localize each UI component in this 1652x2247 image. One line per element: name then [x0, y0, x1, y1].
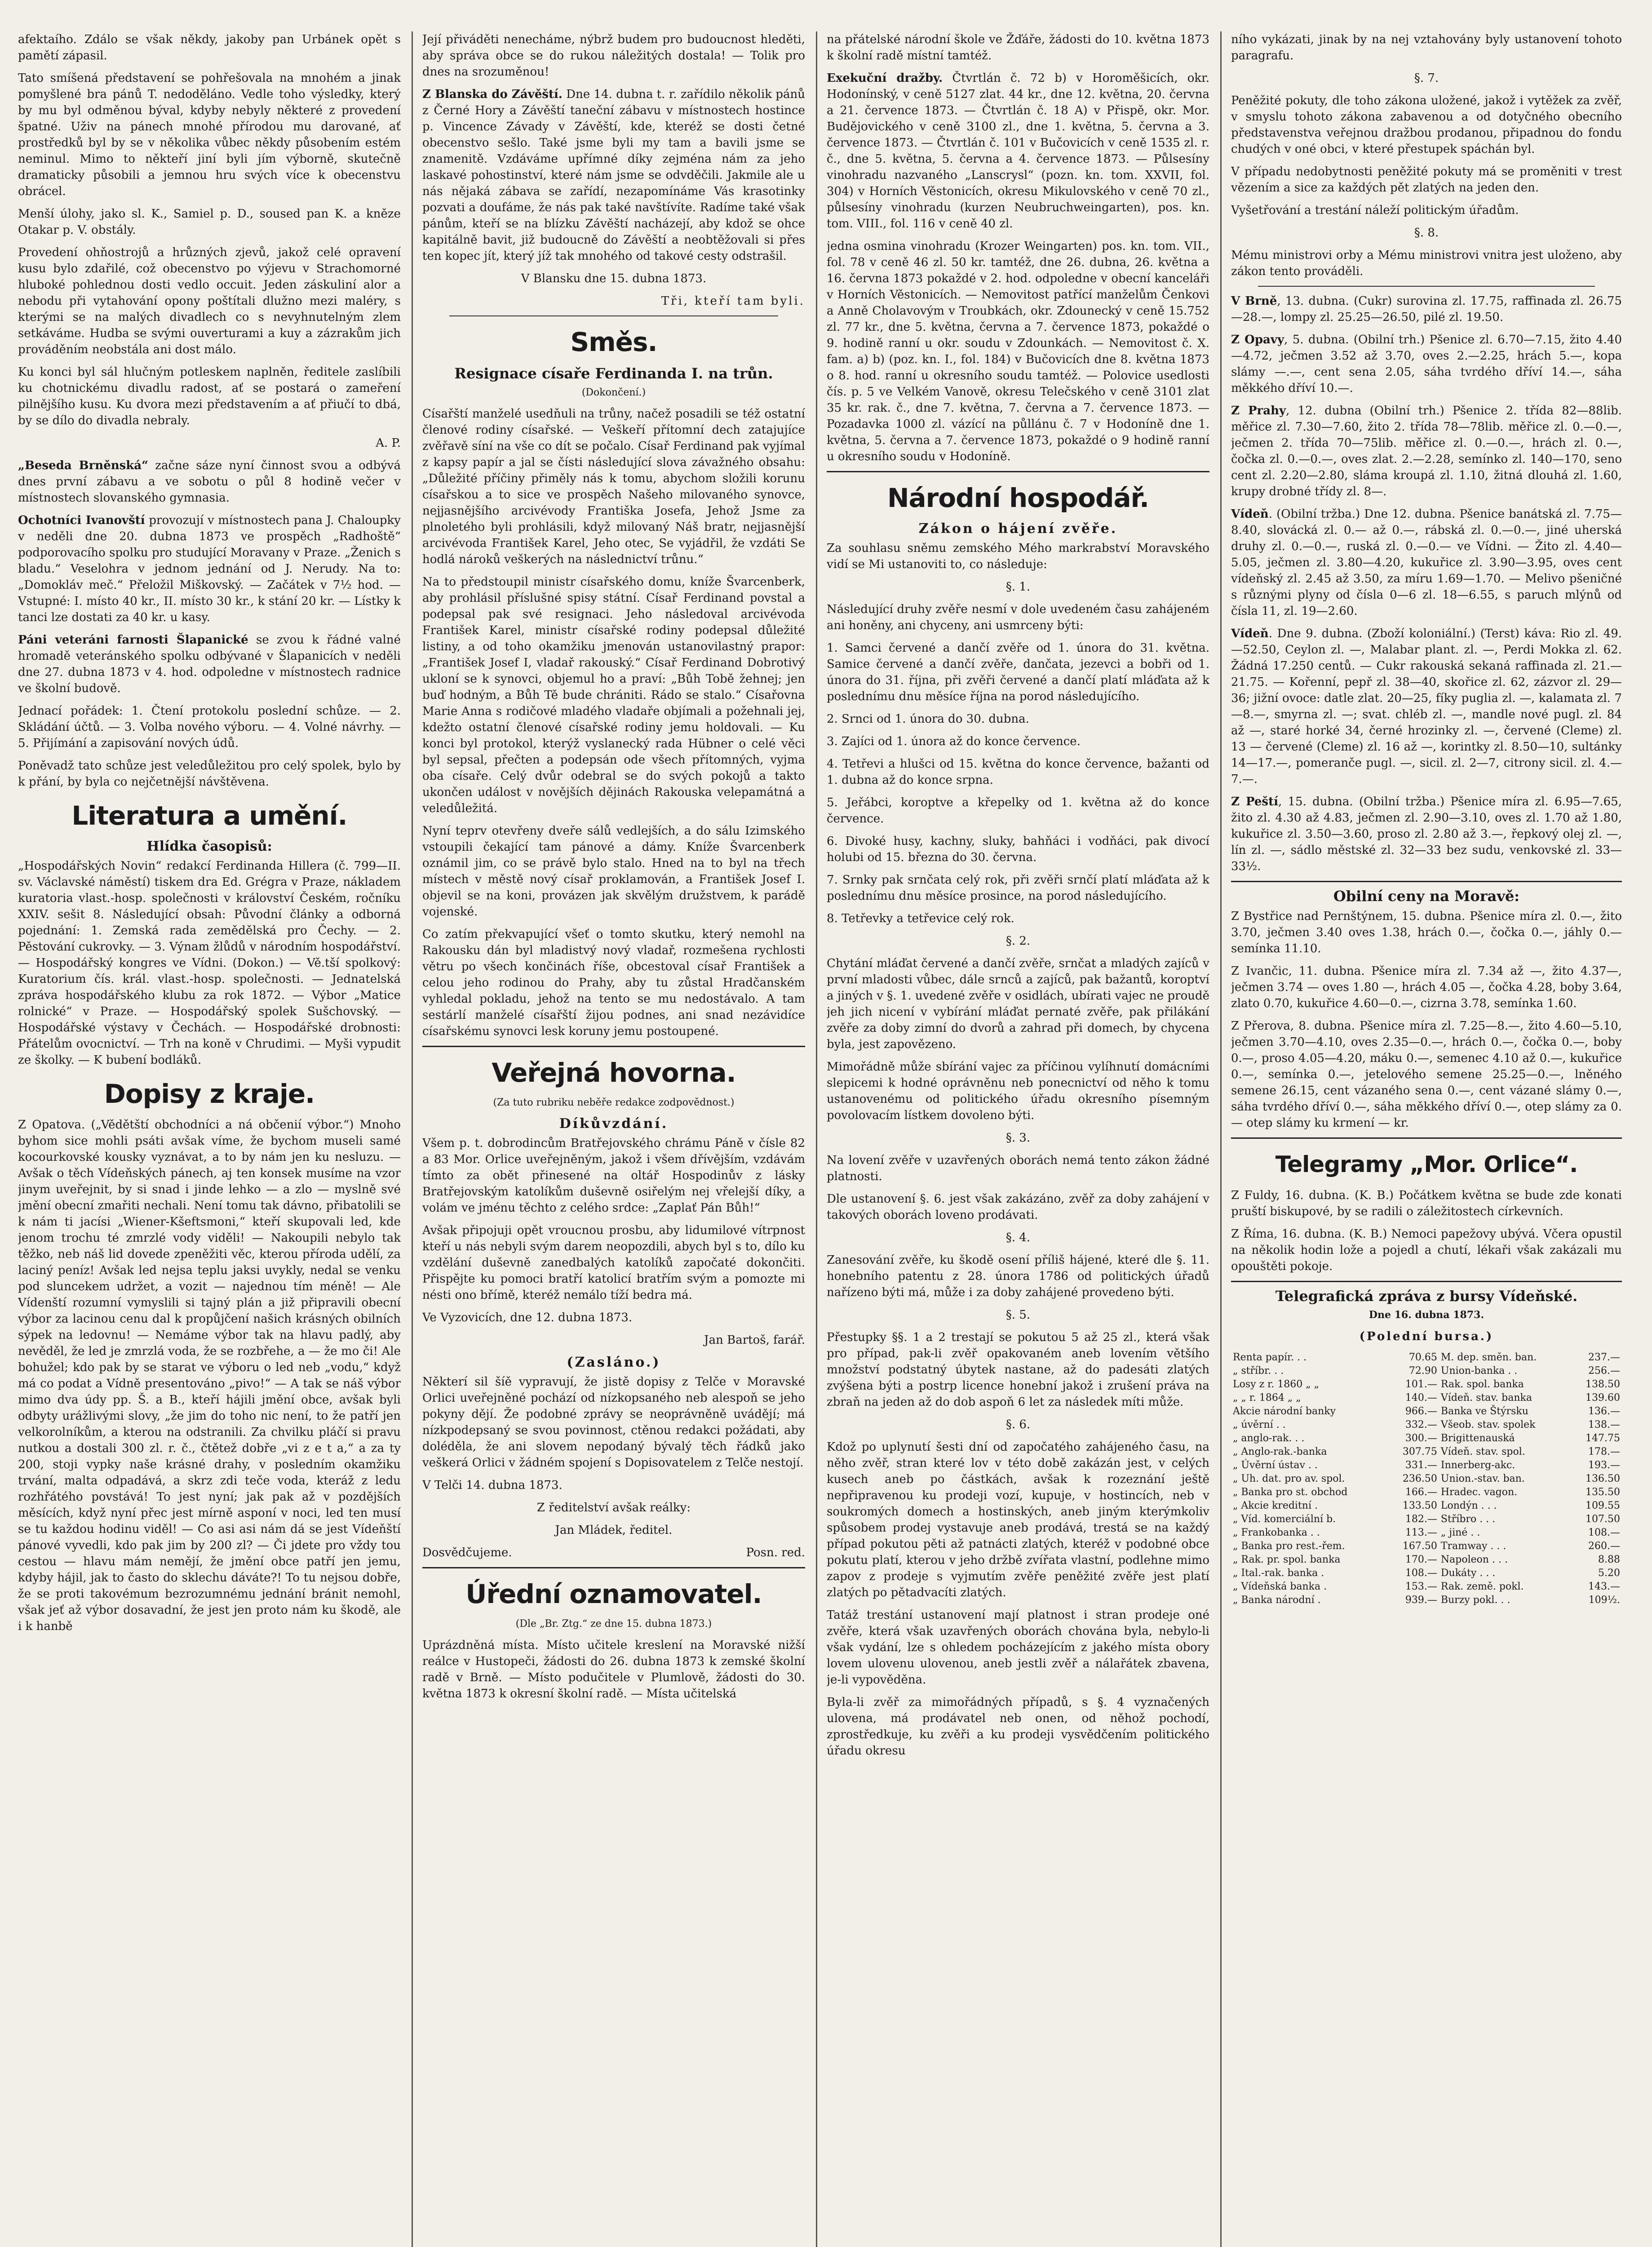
bourse-value: 193.—	[1588, 1460, 1620, 1471]
text-paragraph: Ku konci byl sál hlučným potleskem naplněn, ředitele zaslíbili ku chotnickému divadlu radost, ať se postará o zameření pilnějšího kusu. Ku dvora mezi představením a ať přiučí to dbá, by se dílo do divadla nebraly.	[18, 365, 401, 427]
paragraph-number: §. 7.	[1414, 71, 1439, 85]
text-paragraph: 6. Divoké husy, kachny, sluky, bahňáci i vodňáci, pak divocí holubi od 15. března do 30. června.	[827, 835, 1209, 864]
bourse-table	[1231, 1351, 1622, 1607]
market-paragraph	[1231, 332, 1622, 396]
text-paragraph: Chytání mláďat červené a dančí zvěře, srnčat a mladých zajíců v první mladosti vůbec, dále srnců a zajíců, pak bažantů, koroptví a jiných v §. 1. uvedené zvěře v osidlách, ubírati vajec ne proudě jeh jich nicení v vybírání mláďat pernaté zvěře, pak přilákání zvěře za doby zimní do dvorů a zahrad při domech, by chycena byla, jest zapovězeno.	[827, 957, 1209, 1051]
article-title: (Zasláno.)	[567, 1354, 661, 1370]
bourse-item: Stříbro . . .	[1440, 1514, 1496, 1525]
market-place: Vídeň	[1231, 627, 1269, 640]
bourse-item: „ anglo-rak. . .	[1233, 1433, 1305, 1444]
notice-title: Ochotníci Ivanovští	[18, 514, 145, 527]
text-paragraph: Tato smíšená představení se pohřešovala na mnohém a jinak pomyšlené bra pánů T. nedoděláno. Vedle toho výsledky, který by mu byl odměnou býval, kdyby nebyly některé z provedení špatné. Uživ na pánech mnohé přírodou mu darované, ať prostředků byl by se v několika vůbec někdy působením estém neminul. Mimo to někteří jiní byli jím výborně, skutečně dramaticky působili a jemnou hru svých více k obecenstvu obrácel.	[18, 71, 401, 198]
bourse-value: 236.50	[1402, 1473, 1437, 1484]
bourse-value: 109½.	[1588, 1594, 1620, 1606]
text-paragraph: Mimořádně může sbírání vajec za příčinou vylíhnutí domácními slepicemi k hodné oprávněnu neb ponecnictví od něho k tomu ustanovenému od politického úřadu okresního písemným povolovacím lístkem dovoleno býti.	[827, 1060, 1209, 1122]
text-paragraph: Z Opatova. („Vědětští obchodníci a ná občenií výbor.“) Mnoho byhom sice mohli psáti avšak víme, že bychom museli samé kocourkovské kousky vyznávat, a to by nám jen ku nesluzu. — Avšak o těch Vídeňských pánech, aj ten konsek musíme na vzor jinym uveřejnit, by si snad i jinde lehko — a zlo — myslně své jmění obecní zmařiti nechali. Není tomu tak dávno, přibatolili se k nám ti jacísi „Wiener-Kšeftsmoni,“ kteří skupovali led, kde jenom trochu té zmrzlé vody viděli! — Nakoupili nebylo tak těžko, neb náš lid dovede zpeněžiti věc, kterou příroda udělí, za laciný peníz! Avšak led nejsa teplu jaksi uvykly, nedal se venku pod sluncekem udržet, a vozit — najednou tím méně! — Ale Vídenští rozumní vymyslili si tajný plán a již připravili obecní výbor za lacinou cenu dal k propůjčení našich krásných obilních sýpek na ledovnu! — Nemáme výbor tak na hlavu padlý, aby nevěděl, že led je zmrzlá voda, že se rozbřehe, a — že mo či! Ale bohužel; kdo pak by se starat ve výboru o led neb „vodu,“ když má co podat a Vídně presentováno „pivo!“ — A tak se náš výbor mimo dva údy pp. Š. a B., kteří hájili jmění obce, avšak byli odbyty urážlivými slovy, „že jim do toho nic není, to že patří jen velkorolníkům, a kterou na odstranili. Za chvilku pláčí si pravu nutkou a dostali 300 zl. r. č., čtětež dobře „vi z e t a,“ a za ty 200, stoji vypky naše krásné drahy, v posledním okamžiku trvání, malta odpadává, a skrz zdi teče voda, kteráž z ledu rozhřátého povstává! To jest nyní; jak pak až v pozdějších měsících, když nyní přec jest mírně asponí v noci, led ten musí se tu každou hodinu viděl! — Co asi asi nám dá se jest Vídeňští pánové vyvedli, kdo pak jim by 200 zl? — Či jdete pro vždy tou cestou — hlavu mám nemějí, že jmění obce patří jen jemu, kdyby hájil, jak to často do sklechu dáváte?! To tu nejsou dobře, že se proti takovémum bezrozumnému jednání bránit nemohl, však jeť až výbor dosavadní, že jest jen proto nám ku škodě, ale i k hanbě	[18, 1118, 401, 1633]
text-paragraph: Zanesování zvěře, ku škodě osení příliš hájené, které dle §. 11. honebního patentu z 28. února 1786 od politických úřadů nařízeno býti má, může i za doby zahájené provedeno býti.	[827, 1253, 1209, 1299]
bourse-item: „ Banka pro rest.-řem.	[1233, 1541, 1345, 1552]
text-paragraph: Co zatím překvapující všeť o tomto skutku, který nemohl na Rakousku dán byl mladistvý nový vladař, rozmešena rychlosti větru po všech končinách říše, obcestoval císař František a celou jeho rodinou do Prahy, aby tu zůstal Hradčanském vyhledal pokladu, jehož na tento se mu nedostávalo. A tam sestárlí manželé císařští žijou podnes, ani snad nezávidíce císařskému synovci lesk koruny jemu postoupené.	[422, 928, 805, 1038]
separator	[422, 1567, 805, 1568]
section-heading-hospodar: Národní hospodář.	[887, 483, 1149, 513]
text-paragraph: Z Fuldy, 16. dubna. (K. B.) Počátkem května se bude zde konati pruští biskupové, by se radili o záležitostech církevních.	[1231, 1189, 1622, 1218]
bourse-row	[1231, 1553, 1622, 1567]
bourse-value: 166.—	[1405, 1487, 1437, 1498]
article-title: Zákon o hájení zvěře.	[918, 521, 1118, 537]
bourse-item: Union-banka . .	[1440, 1365, 1518, 1377]
bourse-row	[1231, 1540, 1622, 1553]
bourse-item: „ Ital.-rak. banka .	[1233, 1568, 1324, 1579]
market-body: , 13. dubna. (Cukr) surovina zl. 17.75, raffinada zl. 26.75—28.—, lompy zl. 25.25—26.50, pilé zl. 19.50.	[1231, 294, 1622, 324]
text-paragraph: „Hospodářských Novin“ redakcí Ferdinanda Hillera (č. 799—II. sv. Václavské náměstí) tiskem dra Ed. Grégra v Praze, nákladem kuratoria vlast.-hosp. společnosti v království Českém, ročníku XXIV. sešit 8. Následující obsah: Původní články a odborná pojednání: 1. Zemská rada zemědělská pro Čechy. — 2. Pěstování cukrovky. — 3. Výnam žlůdů v národním hospodářství. — Hospodářský kongres ve Vídni. (Dokon.) — Vě.tší spolkový: Kuratorium čís. král. vlast.-hosp. společnosti. — Jednatelská zpráva hospodářského klubu za rok 1872. — Výbor „Matice rolnické“ v Praze. — Hospodářský spolek Sušchovský. — Hospodářské výstavy v Čechách. — Hospodářské drobnosti: Přátelům ovocnictví. — Trh na koně v Chrudimi. — Myši vypudit ze školky. — K bubení bodláků.	[18, 859, 401, 1067]
column-rule	[412, 31, 413, 2247]
bourse-value: 136.—	[1588, 1406, 1620, 1417]
text-paragraph: Následující druhy zvěře nesmí v dole uvedeném času zahájeném ani honěny, ani chyceny, ani usmrceny býti:	[827, 603, 1209, 632]
dateline: V Telči 14. dubna 1873.	[422, 1479, 562, 1492]
section-note: (Za tuto rubriku neběře redakce zodpovědnost.)	[493, 1097, 735, 1108]
text-paragraph: Na lovení zvěře v uzavřených oborách nemá tento zákon žádné platnosti.	[827, 1154, 1209, 1183]
text-paragraph: Dle ustanovení §. 6. jest však zakázáno, zvěř za doby zahájení v takových oborách loveno prodávati.	[827, 1192, 1209, 1222]
bourse-row	[1231, 1445, 1622, 1459]
bourse-item: „ Vídeňská banka .	[1233, 1581, 1327, 1592]
dateline: Ve Vyzovicích, dne 12. dubna 1873.	[422, 1311, 633, 1324]
section-heading-telegramy: Telegramy „Mor. Orlice“.	[1275, 1151, 1578, 1177]
paragraph-number: §. 3.	[1005, 1131, 1031, 1145]
bourse-item: „ Banka národní .	[1233, 1594, 1321, 1606]
text-paragraph: Avšak připojuji opět vroucnou prosbu, aby lidumilové vítrpnost kteří u nás nebyli svým darem neopozdili, abych byl s to, dílo ku vzdělání duševně zanedbalých katolíků započaté dokončiti. Přispějte ku pomoci bratří katolicí bratřím svým a pomozte mi nésti ono břímě, kteréž nemálo tíží bedra má.	[422, 1224, 805, 1302]
bourse-item: Akcie národní banky	[1233, 1406, 1336, 1417]
column-4	[1231, 31, 1622, 2247]
bourse-value: 300.—	[1405, 1433, 1437, 1444]
bourse-item: M. dep. směn. ban.	[1440, 1352, 1537, 1363]
market-paragraph	[1231, 626, 1622, 787]
signature: Jan Mládek, ředitel.	[555, 1523, 673, 1537]
text-paragraph: Za souhlasu sněmu zemského Mého markrabství Moravského vidí se Mi ustanoviti to, co následuje:	[827, 542, 1209, 571]
article-subtitle: (Dokončení.)	[581, 387, 646, 398]
burza-date: Dne 16. dubna 1873.	[1369, 1309, 1484, 1321]
bourse-row	[1231, 1472, 1622, 1486]
bourse-value: 108.—	[1405, 1568, 1437, 1579]
article-title: Resignace císaře Ferdinanda I. na trůn.	[454, 365, 773, 382]
paragraph-number: §. 6.	[1005, 1418, 1031, 1431]
bourse-row	[1231, 1580, 1622, 1594]
text-paragraph: Na to předstoupil ministr císařského domu, kníže Švarcenberk, aby prohlásil příslušné spisy státní. Císař Ferdinand povstal a podepsal pak své resignaci. Jeho následoval arcivévoda František Karel, ministr císařské rodiny podepsal důležité listiny, a od toho okamžiku jmenován ustanovilastný prapor: „František Josef I, vladař rakouský.“ Císař Ferdinand Dobrotivý ukloní se k synovci, objemul ho a praví: „Bůh Tobě žehnej; jen buď hodným, a Bůh Tě bude chrániti. Rádo se stalo.“ Císařovna Marie Anna s rodičové mladého vladaře objímali a požehnali jej, kdežto ostatní členové císařské rodiny jemu holdovali. — Ku konci byl protokol, kterýž vyslanecký rada Hübner o celé věci byl sepsal, přečten a podepsán ode všech přítomných, vyjma oba císaře. Celý dvůr odebral se do svých pokojů a takto ukončen událost v novějších dějinách Rakouska velepamátná a veledůležitá.	[422, 575, 805, 815]
notice-paragraph	[18, 512, 401, 626]
section-heading-burza: Telegrafická zpráva z bursy Vídeňské.	[1275, 1288, 1578, 1305]
bourse-item: Dukáty . . .	[1440, 1568, 1496, 1579]
notice-paragraph	[18, 632, 401, 697]
bourse-item: Tramway . . .	[1440, 1541, 1506, 1552]
market-body: , 12. dubna (Obilní trh.) Pšenice 2. třída 82—88lib. měřice zl. 7.30—7.60, žito 2. třída 78—78lib. měřice zl. 0.—0.—, ječmen 2. třída 70—75lib. měřice zl. 0.—0.—, hrách zl. 0.—, čočka zl. 0.—0.—, oves zlat. 2.—2.28, semínko zl. 140—170, seno cent zl. 2.20—2.80, sláma kroupá zl. 1.10, žitná dlouhá zl. 1.60, krupy drobné třídy zl. 8—.	[1231, 404, 1622, 498]
text-paragraph: Z Ivančic, 11. dubna. Pšenice míra zl. 7.34 až —, žito 4.37—, ječmen 3.74 — oves 1.80 —, hrách 4.05 —, čočka 4.28, boby 3.64, zlato 0.70, kukuřice 4.60—0.—, cizrna 3.78, semínka 1.60.	[1231, 964, 1622, 1010]
text-paragraph: Jednací pořádek: 1. Čtení protokolu poslední schůze. — 2. Skládání účtů. — 3. Volba nového výboru. — 4. Volné návrhy. — 5. Přijímání a zapisování nových údů.	[18, 704, 401, 750]
bourse-row	[1231, 1459, 1622, 1472]
notice-paragraph	[827, 70, 1209, 232]
subsection-heading: Hlídka časopisů:	[146, 839, 272, 854]
market-body: , 5. dubna. (Obilní trh.) Pšenice zl. 6.70—7.15, žito 4.40—4.72, ječmen 3.52 až 3.70, oves 2.—2.25, hrách 5.—, kopa slámy —.—, cent sena 2.05, sáha tvrdého dříví 14.—, sáha měkkého dříví 10.—.	[1231, 333, 1622, 395]
notice-body: Čtvrtlán č. 72 b) v Horoměšicích, okr. Hodonínský, v ceně 5127 zlat. 44 kr., dne 12. května, 20. června a 21. července 1873. — Čtvrtlán č. 18 A) v Přispě, okr. Mor. Budějovického v ceně 3100 zl., dne 1. května, 5. června a 3. července 1873. — Čtvrtlán č. 101 v Bučovicích v ceně 1535 zl. r. č., dne 5. května, 5. června a 4. července 1873. — Půlsesíny vinohradu nazvaného „Lanscrysl“ (pozn. kn. tom. XXVII, fol. 304) v Horních Věstonicích, okresu Mikulovského v ceně 70 zl., půlsesíny vinohradu (kurzen Neubruchweingarten), pos. kn. tom. VIII., fol. 116 v ceně 40 zl.	[827, 71, 1209, 231]
bourse-item: Vídeň. stav. banka	[1440, 1392, 1532, 1403]
paragraph-number: §. 2.	[1005, 934, 1031, 948]
bourse-item: „ Banka pro st. obchod	[1233, 1487, 1348, 1498]
bourse-value: 237.—	[1588, 1352, 1620, 1363]
text-paragraph: Z Bystřice nad Pernštýnem, 15. dubna. Pšenice míra zl. 0.—, žito 3.70, ječmen 3.40 oves 1.38, hrách 0.—, čočka 0.—, jáhly 0.— semínka 11.10.	[1231, 910, 1622, 955]
text-paragraph: Její přiváděti nenecháme, nýbrž budem pro budoucnost hleděti, aby správa obce se do rukou náležitých dostala! — Tolik pro dnes na srozuměnou!	[422, 33, 805, 79]
bourse-item: „ stříbr. . .	[1233, 1365, 1284, 1377]
text-paragraph: Všem p. t. dobrodincům Bratřejovského chrámu Páně v čísle 82 a 83 Mor. Orlice uveřejněným, jakož i všem dřívějším, vzdávám tímto za obět přinesené na oltář Hospodinův z lásky Bratřejovským katolíkům duševně osiřelým nej vřelejší díky, a volám ve jménu těchto z celého srdce: „Zaplať Pán Bůh!“	[422, 1137, 805, 1215]
bourse-row	[1231, 1391, 1622, 1405]
text-paragraph: Z Přerova, 8. dubna. Pšenice míra zl. 7.25—8.—, žito 4.60—5.10, ječmen 3.70—4.10, oves 2.35—0.—, hrách 0.—, čočka 0.—, boby 0.—, proso 4.05—4.20, máku 0.—, semenec 4.10 až 0.—, kukuřice 0.—, semínka 0.—, jetelového semene 25.25—0.—, lněného semene 26.15, cent vázaného sena 0.—, cent vázané slámy 0.—, sáha tvrdého dříví 0.—, sáha měkkého dříví 0.—, otep slámy za 0.— otep slámy ku krmení — kr.	[1231, 1019, 1622, 1130]
separator	[1231, 881, 1622, 882]
text-paragraph: Mému ministrovi orby a Mému ministrovi vnitra jest uloženo, aby zákon tento prováděli.	[1231, 249, 1622, 278]
market-place: Vídeň	[1231, 507, 1269, 521]
bourse-value: 143.—	[1588, 1581, 1620, 1592]
bourse-item: „ úvěrní . .	[1233, 1419, 1286, 1430]
bourse-value: 307.75	[1402, 1446, 1437, 1457]
notice-body: začne sáze nyní činnost svou a odbývá dnes první zábavu a ve sobotu o půl 8 hodině večer v místnostech slovanského gymnasia.	[18, 459, 401, 505]
notice-title: Páni veteráni farnosti Šlapanické	[18, 633, 248, 647]
bourse-row	[1231, 1513, 1622, 1526]
notice-paragraph	[18, 457, 401, 506]
text-paragraph: Vyšetřování a trestání náleží politickým úřadům.	[1231, 204, 1519, 217]
bourse-row	[1231, 1526, 1622, 1540]
section-heading-literatura: Literatura a umění.	[71, 800, 347, 831]
market-body: . (Obilní tržba.) Dne 12. dubna. Pšenice banátská zl. 7.75—8.40, slovácká zl. 0.— až 0.—, rábská zl. 0.—0.—, jiné uherská druhy zl. 0.—0.—, ruská zl. 0.—0.— ve Vídni. — Žito zl. 4.40—5.05, ječmen zl. 3.80—4.20, kukuřice zl. 3.90—3.95, oves cent vídeňský zl. 2.45 až 3.50, za míru 1.69—1.70. — Melivo pšeničné s různými plyny od čísla 0—6 zl. 18—6.55, s paruch mlýnů od čísla 11, zl. 19—2.60.	[1231, 507, 1622, 618]
market-paragraph	[1231, 794, 1622, 875]
footnote-right: Posn. red.	[746, 1546, 805, 1559]
bourse-item: „ Akcie kreditní .	[1233, 1500, 1318, 1511]
text-paragraph: 4. Tetřevi a hlušci od 15. května do konce července, bažanti od 1. dubna až do konce srpna.	[827, 757, 1209, 787]
bourse-item: Burzy pokl. . .	[1440, 1594, 1510, 1606]
market-paragraph	[1231, 506, 1622, 619]
bourse-value: 147.75	[1586, 1433, 1620, 1444]
bourse-value: 5.20	[1598, 1568, 1620, 1579]
burza-subtitle: (Polední bursa.)	[1359, 1330, 1494, 1343]
separator	[1258, 286, 1595, 287]
column-3	[827, 31, 1209, 2247]
bourse-item: „ jiné . .	[1440, 1527, 1480, 1538]
text-paragraph: Nyní teprv otevřeny dveře sálů vedlejších, a do sálu Izimského vstoupili čekající tam pánové a dámy. Kníže Švarcenberk oznámil jim, co se právě bylo stalo. Hned na to byl na třech místech v městě nový císař proklamován, a František Josef I. objevil se na koni, provázen jak skvělým družstvem, k parádě vojenské.	[422, 824, 805, 919]
market-body: , 15. dubna. (Obilní tržba.) Pšenice míra zl. 6.95—7.65, žito zl. 4.30 až 4.83, ječmen zl. 2.90—3.10, oves zl. 1.70 až 1.80, kukuřice zl. 3.50—3.60, proso zl. 2.80 až 3.—, řepkový olej zl. —, lín zl. —, sádlo městské zl. 32—33 bez sudu, venkovské zl. 33—33½.	[1231, 795, 1622, 873]
column-rule	[816, 31, 817, 2247]
text-paragraph: Některí sil šíě vypravují, že jistě dopisy z Telče v Moravské Orlici uveřejněné pochází od nízkopsaného neb alespoň se jeho pokyny dějí. Že podobné zprávy se neoprávněně uvádějí; má nízkpodepsaný se svou povinnost, ctěnou redakci požádati, aby doléděla, že ani slovem nepodaný bývalý těch řádků jako veškerá Orlici v žádném spojení s Dopisovatelem z Telče nestojí.	[422, 1375, 805, 1470]
bourse-item: „ Anglo-rak.-banka	[1233, 1446, 1327, 1457]
bourse-value: 109.55	[1586, 1500, 1620, 1511]
text-paragraph: Menší úlohy, jako sl. K., Samiel p. D., soused pan K. a kněze Otakar p. V. obstály.	[18, 207, 401, 237]
text-paragraph: 5. Jeřábci, koroptve a křepelky od 1. května až do konce července.	[827, 796, 1209, 826]
bourse-item: Všeob. stav. spolek	[1440, 1419, 1536, 1430]
market-paragraph	[1231, 293, 1622, 325]
text-paragraph: 2. Srnci od 1. února do 30. dubna.	[827, 712, 1029, 726]
bourse-value: 167.50	[1402, 1541, 1437, 1552]
bourse-row	[1231, 1378, 1622, 1391]
separator	[1231, 1281, 1622, 1282]
bourse-value: 331.—	[1405, 1460, 1437, 1471]
newspaper-page	[18, 31, 1635, 2247]
section-heading-hovorna: Veřejná hovorna.	[492, 1057, 736, 1088]
bourse-value: 966.—	[1405, 1406, 1437, 1417]
text-paragraph: 8. Tetřevky a tetřevice celý rok.	[827, 912, 1014, 925]
text-paragraph: Poněvadž tato schůze jest veledůležitou pro celý spolek, bylo by k přání, by byla co nejčetnější návštěvena.	[18, 759, 401, 789]
bourse-row	[1231, 1364, 1622, 1378]
paragraph-number: §. 5.	[1005, 1308, 1031, 1322]
bourse-item: Vídeň. stav. spol.	[1440, 1446, 1525, 1457]
market-place: V Brně	[1231, 294, 1277, 308]
paragraph-number: §. 1.	[1005, 580, 1031, 594]
article-title: Díkůvzdání.	[559, 1116, 669, 1132]
bourse-row	[1231, 1594, 1622, 1607]
bourse-value: 153.—	[1405, 1581, 1437, 1592]
text-paragraph: Tatáž trestání ustanovení mají platnost i stran prodeje oné zvěře, která však uzavřených oborách chována byla, nebylo-li však vydání, lze s ohledem pocházejícím z jakého místa obory lovem ulovenu ulovenou, aneb jestli zvěř a nálařátek zbavena, je-li vypověděna.	[827, 1608, 1209, 1687]
paragraph-number: §. 4.	[1005, 1231, 1031, 1244]
bourse-value: 136.50	[1586, 1473, 1620, 1484]
notice-paragraph	[422, 86, 805, 264]
signature: Z ředitelství avšak reálky:	[536, 1501, 691, 1514]
section-heading-dopisy: Dopisy z kraje.	[104, 1079, 315, 1109]
text-paragraph: 3. Zajíci od 1. února až do konce července.	[827, 735, 1081, 748]
text-paragraph: afektaího. Zdálo se však někdy, jakoby pan Urbánek opět s pamětí zápasil.	[18, 33, 401, 62]
text-paragraph: V případu nedobytnosti peněžité pokuty má se proměniti v trest vězením a sice za každých pět zlatých na jeden den.	[1231, 165, 1622, 195]
bourse-item: „ „ r. 1864 „ „	[1233, 1392, 1301, 1403]
market-body: . Dne 9. dubna. (Zboží koloniální.) (Terst) káva: Rio zl. 49.—52.50, Ceylon zl. —, Malabar plant. zl. —, Perdi Mokka zl. 62. Žádná 17.250 centů. — Cukr rakouská sekaná raffinada zl. 21.—21.75. — Kořenní, pepř zl. 38—40, skořice zl. 62, zázvor zl. 29—36; jižní ovoce: datle zlat. 20—25, fíky puglia zl. —, kalamata zl. 7—8.—, smyrna zl. —; svat. chléb zl. —, mandle nové pugl. zl. 84 až —, staré horké 34, černé hrozinky zl. —, červené (Cleme) zl. 13 — červené (Cleme) zl. 16 až —, korintky zl. 8.50—10, sultánky 14—17.—, pomeranče pugl. —, sicil. zl. 2—7, citrony sicil. zl. 4.—7.—.	[1231, 627, 1622, 786]
bourse-value: 72.90	[1408, 1365, 1437, 1377]
bourse-row	[1231, 1351, 1622, 1364]
text-paragraph: jedna osmina vinohradu (Krozer Weingarten) pos. kn. tom. VII., fol. 78 v ceně 46 zl. 50 kr. tamtéž, dne 26. dubna, 26. května a 16. června 1873 pokaždé v 2. hod. odpoledne v obecní kanceláři v Horních Věstonicích. — Nemovitost patřící manželům Čenkovi a Anně Cholavovým v Troubkách, okr. Zdounecký v ceně 15.752 zl. 77 kr., dne 5. května, června a 7. července 1873, pokaždé o 9. hodině ranní u okr. soudu v Zdounkách. — Nemovitost č. X. fam. a) b) (poz. kn. I., fol. 184) v Bučovicích dne 8. května 1873 o 8. hod. ranní u okresního soudu tamtéž. — Polovice usedlosti čís. p. 5 ve Velkém Vanově, okresu Telečského v ceně 3101 zlat 35 kr. rak. č., dne 7. května, 7. června a 7. července 1873. — Pozadavka 1000 zl. vázící na půllánu č. 7 v Hodoníně dne 1. května, 5. června a 7. července 1873, pokaždé o 9 hodině ranní u okresního soudu v Hodoníně.	[827, 240, 1209, 463]
bourse-value: 178.—	[1588, 1446, 1620, 1457]
bourse-value: 107.50	[1586, 1514, 1620, 1525]
column-1	[18, 31, 401, 2247]
text-paragraph: 7. Srnky pak srnčata celý rok, při zvěři srnčí platí mláďata až k poslednímu dnu měsíce prosince, na porod následujícího.	[827, 873, 1209, 903]
bourse-value: 101.—	[1405, 1379, 1437, 1390]
text-paragraph: Kdož po uplynutí šesti dní od započatého zahájeného času, na něho zvěř, stran které lov v této době zakázán jest, v celých kusech aneb po částkách, avšak k rozeznání ještě nepřipravenou ku prodeji vozí, kupuje, v hostincích, neb v soukromých domech a hostinských, aneb jiným kterýmkoliv spůsobem prodej vystavuje aneb prodává, trestá se na každý případ pokutou pěti až patnácti zlatých, kteréž v podobné obce pokutu platí, kterou v jeho držbě zvířata vlastní, podlehne mimo zapov z prodeje s vyjmutím zvěře peněžité zvěře jest platí zlatých po pětadvacíti zlatých.	[827, 1440, 1209, 1599]
market-place: Z Peští	[1231, 795, 1278, 808]
bourse-item: Renta papír. . .	[1233, 1352, 1307, 1363]
footnote-left: Dosvědčujeme.	[422, 1546, 512, 1559]
bourse-item: Union.-stav. ban.	[1440, 1473, 1525, 1484]
bourse-value: 138.50	[1586, 1379, 1620, 1390]
text-paragraph: 1. Samci červené a dančí zvěře od 1. února do 31. května. Samice červené a dančí zvěře, dančata, jezevci a bobři od 1. února do 31. října, při zvěři červené a dančí platí mláďata až k poslednímu dnu měsíce října na porod následujícího.	[827, 641, 1209, 703]
notice-title: Exekuční dražby.	[827, 71, 943, 85]
notice-title: „Beseda Brněnská“	[18, 459, 149, 472]
bourse-value: 140.—	[1405, 1392, 1437, 1403]
separator	[1231, 1137, 1622, 1139]
signature: Jan Bartoš, farář.	[704, 1333, 805, 1347]
separator	[449, 315, 778, 316]
bourse-value: 113.—	[1405, 1527, 1437, 1538]
column-2	[422, 31, 805, 2247]
paragraph-number: §. 8.	[1414, 226, 1439, 240]
bourse-item: Rak. spol. banka	[1440, 1379, 1524, 1390]
text-paragraph: na přátelské národní škole ve Žďáře, žádosti do 10. května 1873 k školní radě místní tamtéž.	[827, 33, 1209, 62]
bourse-row	[1231, 1432, 1622, 1445]
signature: A. P.	[376, 436, 401, 450]
text-paragraph: Z Říma, 16. dubna. (K. B.) Nemoci papežovy ubývá. Včera opustil na několik hodin lože a pojedl a chutí, lékaři však zakázali mu opouštěti pokoje.	[1231, 1227, 1622, 1273]
bourse-row	[1231, 1567, 1622, 1580]
bourse-value: 182.—	[1405, 1514, 1437, 1525]
section-heading-smes: Směs.	[570, 327, 657, 357]
bourse-value: 256.—	[1588, 1365, 1620, 1377]
bourse-item: „ Víd. komerciální b.	[1233, 1514, 1336, 1525]
bourse-item: Losy z r. 1860 „ „	[1233, 1379, 1320, 1390]
bourse-value: 8.88	[1598, 1554, 1620, 1565]
footnote	[422, 1545, 805, 1561]
section-heading-ceny: Obilní ceny na Moravě:	[1333, 888, 1520, 905]
market-place: Z Opavy	[1231, 333, 1284, 346]
text-paragraph: Byla-li zvěř za mimořádných případů, s §. 4 vyznačených ulovena, má prodávatel neb onen, od něhož pochodí, zprostředkuje, ku zvěři a ku prodeji vysvědčením politického úřadu okresu	[827, 1696, 1209, 1758]
section-note: (Dle „Br. Ztg.“ ze dne 15. dubna 1873.)	[515, 1618, 712, 1630]
bourse-value: 70.65	[1408, 1352, 1437, 1363]
bourse-value: 260.—	[1588, 1541, 1620, 1552]
dateline: V Blansku dne 15. dubna 1873.	[521, 272, 707, 285]
notice-title: Z Blanska do Závěští.	[422, 88, 562, 101]
bourse-row	[1231, 1418, 1622, 1432]
bourse-item: „ Rak. pr. spol. banka	[1233, 1554, 1341, 1565]
text-paragraph: Přestupky §§. 1 a 2 trestají se pokutou 5 až 25 zl., která však pro případ, pak-li zvěř opakovaném aneb lovením většího množství podstatný úbytek nastane, až do padesáti zlatých zvýšena býti a postrp licence honební jakož i zrušení práva na zbraň na jeden až do dob aspoň 6 let za následek míti může.	[827, 1331, 1209, 1409]
bourse-value: 139.60	[1586, 1392, 1620, 1403]
text-paragraph: Peněžité pokuty, dle toho zákona uložené, jakož i vytěžek za zvěř, v smyslu tohoto zákona zabavenou a od dotyčného obecního představenstva veřejnou dražbou prodanou, připadnou do fondu chudých v oné obci, v které přestupek spáchán byl.	[1231, 94, 1622, 156]
bourse-item: „ Frankobanka . .	[1233, 1527, 1320, 1538]
bourse-item: Banka ve Štýrsku	[1440, 1406, 1528, 1417]
bourse-item: Brigittenauská	[1440, 1433, 1515, 1444]
notice-body: se zvou k řádné valné hromadě veteránského spolku odbývané v Šlapanicích v neděli dne 27. dubna 1873 v 4. hod. odpoledne v místnostech radnice ve školní budově.	[18, 633, 401, 695]
bourse-value: 939.—	[1405, 1594, 1437, 1606]
bourse-row	[1231, 1499, 1622, 1513]
bourse-item: Innerberg-akc.	[1440, 1460, 1515, 1471]
text-paragraph: Uprázdněná místa. Místo učitele kreslení na Moravské nižší reálce v Hustopeči, žádosti do 26. dubna 1873 k zemské školní radě v Brně. — Místo podučitele v Plumlově, žádosti do 30. května 1873 k okresní školní radě. — Místa učitelská	[422, 1639, 805, 1701]
notice-body: provozují v místnostech pana J. Chaloupky v neděli dne 20. dubna 1873 ve prospěch „Radhoště“ podporovacího spolku pro studující Moravany v Praze. „Ženich s bladu.“ Veselohra v jednom jednání od J. Nerudy. Na to: „Domokláv meč.“ Přeložil Miškovský. — Začátek v 7½ hod. — Vstupné: I. místo 40 kr., II. místo 30 kr., k stání 20 kr. — Lístky k tanci lze dostati za 40 kr. u kasy.	[18, 514, 401, 624]
signature: Tři, kteří tam byli.	[661, 294, 805, 308]
bourse-row	[1231, 1405, 1622, 1418]
market-place: Z Prahy	[1231, 404, 1286, 417]
bourse-value: 133.50	[1402, 1500, 1437, 1511]
text-paragraph: Provedení ohňostrojů a hrůzných zjevů, jakož celé opravení kusu bylo zdařilé, což obecenstvo po výjevu v Strachomorné hluboké pohlednou dosti vedlo occuit. Jeden záskuliní alor a nebodu při vytahování opony poštítali dlužno mezi maléry, s kterými se na malých divadlech co s nevyhnutelným zlem setkáváme. Hudba se svými ouverturami a kuy a zázrakům jich prováděním neobstála ani dost málo.	[18, 246, 401, 356]
section-heading-urad: Úřední oznamovatel.	[465, 1579, 762, 1609]
bourse-item: „ Uh. dat. pro av. spol.	[1233, 1473, 1345, 1484]
bourse-value: 135.50	[1586, 1487, 1620, 1498]
bourse-item: „ Úvěrní ústav . .	[1233, 1460, 1318, 1471]
market-paragraph	[1231, 403, 1622, 500]
bourse-item: Napoleon . . .	[1440, 1554, 1508, 1565]
bourse-item: Rak. země. pokl.	[1440, 1581, 1524, 1592]
bourse-item: Londýn . . .	[1440, 1500, 1497, 1511]
column-rule	[1220, 31, 1222, 2247]
text-paragraph: Císařští manželé usedňuli na trůny, načež posadili se též ostatní členové rodiny císařské. — Veškeří přítomní dech zatajujíce zvěřavě síní na vše co dít se počalo. Císař Ferdinand pak vyjímal z kapsy papír a jal se čísti následující slova závažného obsahu: „Důležité příčiny přiměly nás k tomu, abychom složili korunu císařskou a to sice ve prospěch Našeho milovaného synovce, nejjasnějšího arcivévody Františka Josefa, Jehož Jsme za plnoletého byli prohlásili, když milovaný Náš bratr, nejjasnější arcivévoda František Karel, Jeho otec, Se vyjádřil, že vzdáti Se hodlá nároků veškerých na následnictví trůnu.“	[422, 407, 805, 566]
notice-body: Dne 14. dubna t. r. zařídilo několik pánů z Černé Hory a Závěští taneční zábavu v místnostech hostince p. Vincence Závady v Závěští, kde, kteréž se dosti četné obecenstvo sešlo. Také jsme byli my tam a bavili jsme se znamenitě. Vzdáváme upřímné díky zejména nám za jeho laskavé pohostinství, které nám jsme se odvděčili. Jakmile ale u nás nějaká zábava se zařídí, nezapomínáme Vás krasotinky pozvati a doufáme, že nás pak také navštívíte. Radíme také však pánům, kteří se na blízku Závěští nacházejí, aby kdož se ohce kapitálně bavit, již budoucně do Závěští a neobtěžovali si přes ten kopec jít, který jíž tak mnohého od takové cesty odstrašil.	[422, 88, 805, 263]
text-paragraph: ního vykázati, jinak by na nej vztahovány byly ustanovení tohoto paragrafu.	[1231, 33, 1622, 62]
bourse-value: 138.—	[1588, 1419, 1620, 1430]
bourse-item: Hradec. vagon.	[1440, 1487, 1518, 1498]
separator	[422, 1046, 805, 1047]
separator	[827, 471, 1209, 472]
bourse-value: 332.—	[1405, 1419, 1437, 1430]
bourse-value: 108.—	[1588, 1527, 1620, 1538]
bourse-row	[1231, 1486, 1622, 1499]
bourse-value: 170.—	[1405, 1554, 1437, 1565]
